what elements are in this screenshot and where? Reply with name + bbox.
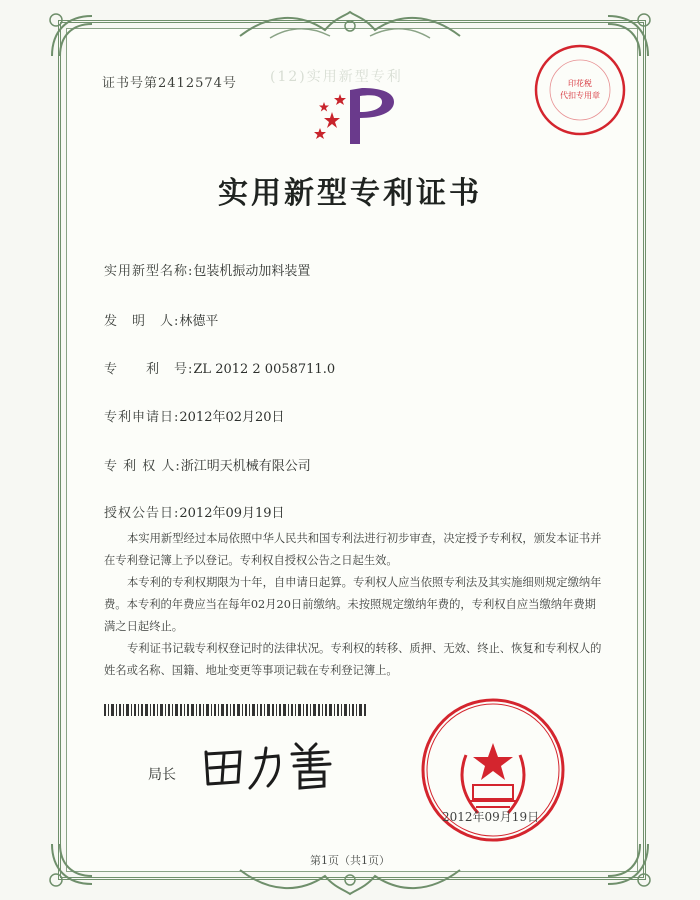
corner-ornament-top-left	[42, 6, 102, 66]
field-value: 林德平	[179, 314, 219, 329]
field-patent-number	[104, 358, 335, 377]
field-label: 实用新型名称:	[104, 264, 194, 279]
field-utility-model-name	[104, 260, 310, 279]
body-paragraph: 专利证书记载专利权登记时的法律状况。专利权的转移、质押、无效、终止、恢复和专利权人的姓名或名称、国籍、地址变更等事项记载在专利登记簿上。	[104, 642, 602, 677]
certificate-title: 实用新型专利证书	[218, 176, 482, 211]
svg-text:代扣专用章: 代扣专用章	[560, 91, 600, 100]
field-label: 发 明 人:	[104, 314, 180, 329]
field-value: 2012年02月20日	[179, 410, 285, 425]
body-paragraph: 本实用新型经过本局依照中华人民共和国专利法进行初步审查，决定授予专利权，颁发本证书并在专利登记簿上予以登记。专利权自授权公告之日起生效。	[104, 532, 602, 567]
seal-date: 2012年09月19日	[442, 810, 540, 824]
tax-stamp	[530, 40, 630, 140]
field-label: 授权公告日:	[104, 506, 180, 521]
director-signature	[198, 738, 348, 793]
body-paragraph: 本专利的专利权期限为十年，自申请日起算。专利权人应当依照专利法及其实施细则规定缴纳年费。本专利的年费应当在每年02月20日前缴纳。未按照规定缴纳年费的，专利权自应当缴纳年费期满之日起终止。	[104, 576, 602, 633]
svg-text:印花税: 印花税	[568, 79, 592, 88]
barcode	[104, 704, 369, 716]
field-grant-date	[104, 502, 285, 521]
director-label: 局长	[148, 767, 176, 783]
field-label: 专 利 权 人:	[104, 459, 181, 474]
field-inventor	[104, 310, 218, 329]
certificate-number: 证书号第2412574号	[102, 76, 237, 91]
field-application-date	[104, 406, 285, 425]
field-value: 浙江明天机械有限公司	[180, 459, 311, 474]
patent-office-logo	[302, 82, 412, 152]
top-ornament	[230, 8, 470, 44]
field-label: 专 利 号:	[104, 362, 194, 377]
field-value: 2012年09月19日	[179, 506, 285, 521]
field-label: 专利申请日:	[104, 410, 180, 425]
field-value: 包装机振动加料装置	[193, 264, 311, 279]
field-patentee	[104, 455, 311, 474]
faint-header-text: (12)实用新型专利	[270, 69, 403, 85]
certificate-body-text	[104, 528, 604, 682]
page-indicator: 第1页（共1页）	[310, 854, 390, 867]
field-value: ZL 2012 2 0058711.0	[193, 362, 336, 377]
